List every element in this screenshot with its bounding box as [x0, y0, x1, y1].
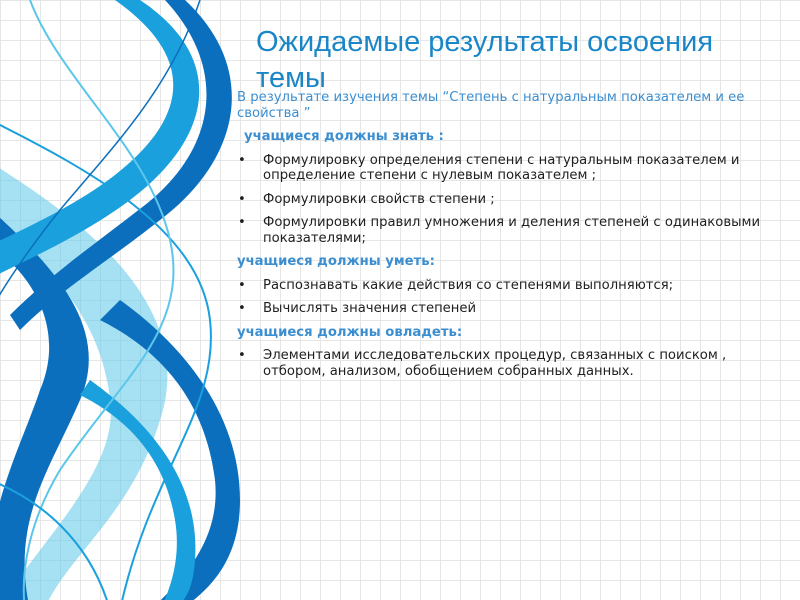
- slide-title: Ожидаемые результаты освоения темы: [256, 26, 714, 94]
- list-item: • Распознавать какие действия со степенями выполняются;: [237, 278, 785, 294]
- list-item: • Элементами исследовательских процедур, связанных с поиском , отбором, анализом, обобщением собранных данных.: [237, 348, 785, 379]
- list-item: • Формулировки правил умножения и деления степеней с одинаковыми показателями;: [237, 215, 785, 246]
- list-item: • Вычислять значения степеней: [237, 301, 785, 317]
- section-heading-master: учащиеся должны овладеть:: [237, 324, 463, 340]
- intro-text: В результате изучения темы “Степень с натуральным показателем и ее свойства ”: [237, 90, 745, 121]
- section-heading-know: учащиеся должны знать :: [244, 129, 444, 144]
- section-heading-can: учащиеся должны уметь:: [237, 254, 435, 269]
- list-know: [237, 153, 785, 247]
- list-master: [237, 348, 785, 379]
- list-item: • Формулировки свойств степени ;: [237, 192, 785, 208]
- list-item: • Формулировку определения степени с натуральным показателем и определение степени с нулевым показателем ;: [237, 153, 785, 184]
- slide-content: [237, 90, 785, 387]
- list-can: [237, 278, 785, 317]
